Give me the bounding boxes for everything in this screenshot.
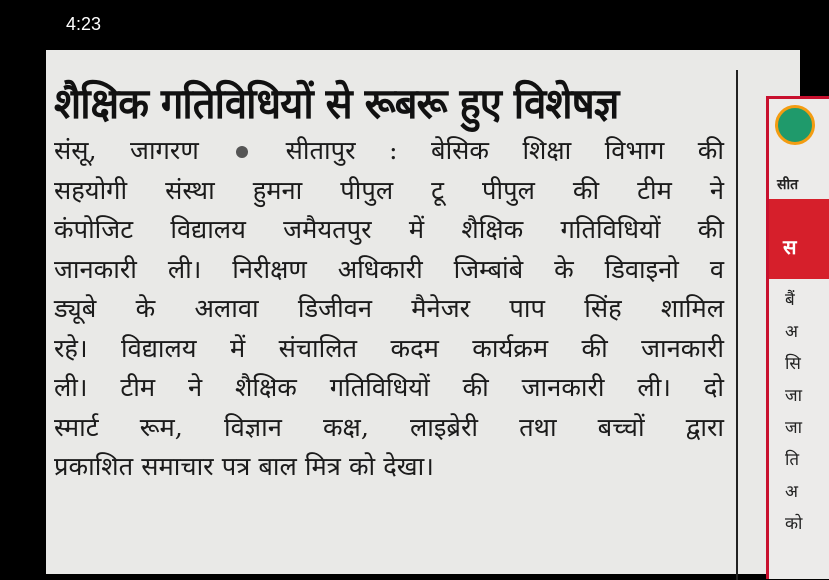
side-red-banner [769,199,829,279]
dateline-place: सीतापुर : बेसिक शिक्षा विभाग की [285,136,725,166]
side-red-text: स [783,235,797,259]
article-headline: शैक्षिक गतिविधियों से रूबरू हुए विशेषज्ञ [54,80,619,129]
side-line: अ [785,482,798,502]
side-line: बैं [785,290,795,310]
side-line: को [785,514,803,534]
dateline-source: संसू, जागरण [54,136,199,166]
newspaper-clipping [46,50,803,574]
side-line: जा [785,418,803,438]
adjacent-column [736,70,808,580]
adjacent-ad-box [766,96,829,579]
side-line: जा [785,386,803,406]
logo-icon [775,105,815,145]
article-dateline [54,132,724,172]
article-line: सहयोगी संस्था हुमना पीपुल टू पीपुल की टीम ने [54,175,724,206]
status-bar [0,0,800,50]
side-line: सि [785,354,801,374]
article-line: प्रकाशित समाचार पत्र बाल मित्र को देखा। [54,452,434,482]
article-line: ली। टीम ने शैक्षिक गतिविधियों की जानकारी ली। दो [54,373,724,403]
article [54,80,744,488]
side-line: अ [785,322,798,342]
side-line: ति [785,450,800,470]
article-line: रहे। विद्यालय में संचालित कदम कार्यक्रम की जानकारी [54,333,724,364]
article-line: जानकारी ली। निरीक्षण अधिकारी जिम्बांबे के डिवाइनो व [54,254,724,285]
bullet-dot-icon [236,146,248,158]
status-time: 4:23 [66,14,102,34]
article-line: स्मार्ट रूम, विज्ञान कक्ष, लाइब्रेरी तथा बच्चों द्वारा [54,412,724,443]
side-sub-heading: सीत [777,177,799,193]
article-line: कंपोजिट विद्यालय जमैयतपुर में शैक्षिक गतिविधियों की [54,215,724,245]
article-line: ड्यूबे के अलावा डिजीवन मैनेजर पाप सिंह शामिल [54,294,724,324]
